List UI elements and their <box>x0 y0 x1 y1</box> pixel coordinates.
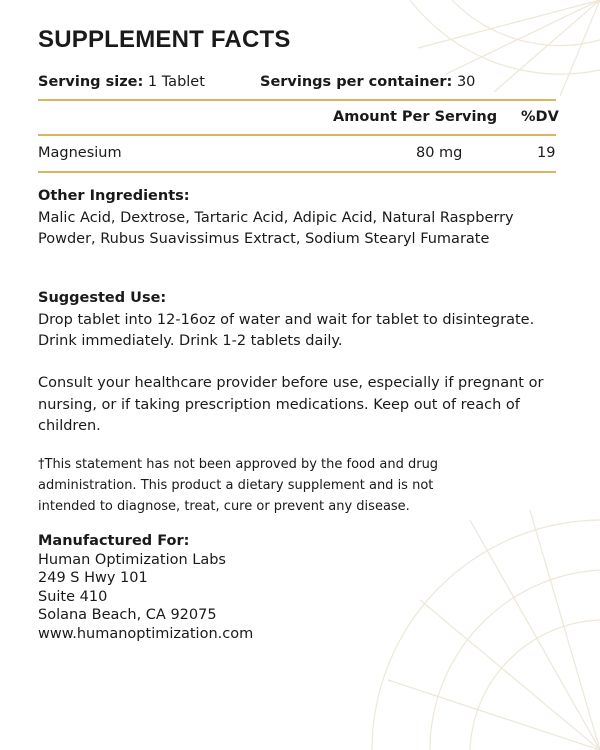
nutrient-amount: 80 mg <box>416 145 463 161</box>
other-ingredients-label: Other Ingredients: <box>38 188 190 204</box>
divider <box>38 171 556 173</box>
column-header-amount: Amount Per Serving <box>333 109 498 125</box>
serving-size <box>38 74 205 90</box>
manufacturer-label: Manufactured For: <box>38 533 190 549</box>
servings-per-container <box>260 74 475 90</box>
other-ingredients-section <box>38 186 568 251</box>
address-city: Solana Beach, CA 92075 <box>38 607 217 623</box>
nutrient-dv: 19 <box>537 145 556 161</box>
servings-per-container-label: Servings per container: <box>260 74 453 90</box>
divider <box>38 99 556 101</box>
page-title: SUPPLEMENT FACTS <box>38 26 291 53</box>
warning-text: Consult your healthcare provider before use, especially if pregnant or nursing, or if taking prescription medications. Keep out of reach of children. <box>38 375 544 434</box>
disclaimer-section <box>38 454 458 517</box>
servings-per-container-value: 30 <box>456 74 476 90</box>
suggested-use-section <box>38 288 568 353</box>
manufacturer-section <box>38 532 568 643</box>
manufacturer-website: www.humanoptimization.com <box>38 625 254 642</box>
disclaimer-text: †This statement has not been approved by the food and drug administration. This product a dietary supplement and is not intended to diagnose, treat, cure or prevent any disease. <box>38 457 439 514</box>
address-street: 249 S Hwy 101 <box>38 570 148 586</box>
other-ingredients-text: Malic Acid, Dextrose, Tartaric Acid, Adipic Acid, Natural Raspberry Powder, Rubus Suavissimus Extract, Sodium Stearyl Fumarate <box>38 209 514 247</box>
suggested-use-text: Drop tablet into 12-16oz of water and wait for tablet to disintegrate. Drink immediately. Drink 1-2 tablets daily. <box>38 311 535 349</box>
warning-section <box>38 373 568 438</box>
suggested-use-label: Suggested Use: <box>38 290 167 306</box>
nutrient-name: Magnesium <box>38 145 122 161</box>
column-header-dv: %DV <box>521 109 559 125</box>
serving-size-label: Serving size: <box>38 74 144 90</box>
serving-size-value: 1 Tablet <box>147 74 205 90</box>
serving-info-row <box>38 74 558 96</box>
address-suite: Suite 410 <box>38 588 108 605</box>
manufacturer-name: Human Optimization Labs <box>38 551 226 568</box>
divider <box>38 134 556 136</box>
